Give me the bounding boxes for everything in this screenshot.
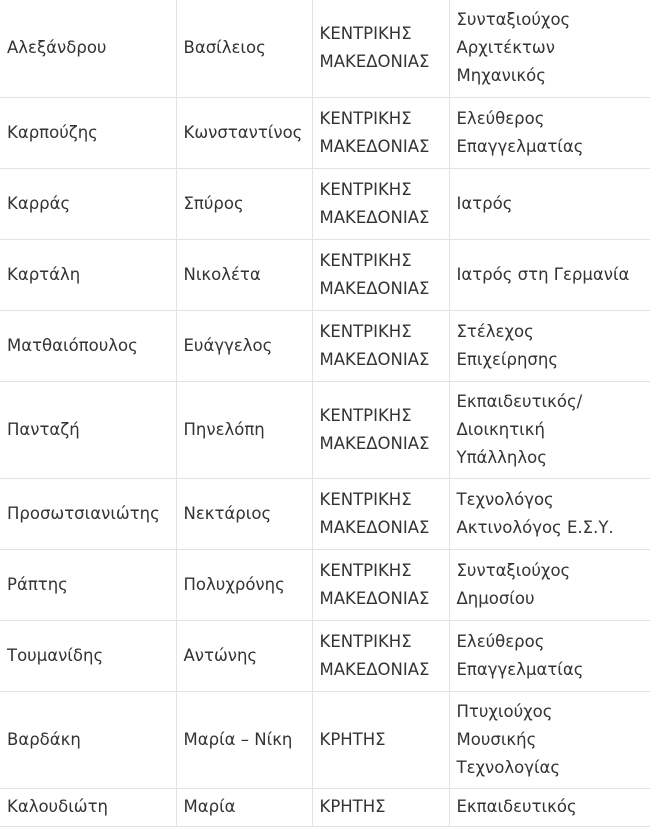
cell-line: Επαγγελματίας (456, 659, 584, 679)
surname-cell (0, 168, 176, 239)
surname-cell (0, 97, 176, 168)
cell-line: ΜΑΚΕΔΟΝΙΑΣ (319, 52, 430, 72)
region-cell (312, 381, 449, 478)
cell-line: ΜΑΚΕΔΟΝΙΑΣ (319, 207, 430, 227)
cell-line: ΜΑΚΕΔΟΝΙΑΣ (319, 349, 430, 369)
first-name-cell (176, 620, 312, 691)
cell-line: Εκπαιδευτικός (456, 797, 577, 816)
cell-line: ΚΕΝΤΡΙΚΗΣ (319, 108, 412, 128)
surname-cell (0, 239, 176, 310)
cell-text: Μαρία – Νίκη (183, 729, 293, 749)
cell-line: Επαγγελματίας (456, 136, 584, 156)
cell-text: Προσωτσιανιώτης (7, 503, 160, 523)
region-cell (312, 0, 449, 97)
table-row (0, 478, 650, 549)
cell-text: Πανταζή (7, 419, 80, 439)
cell-text: Καλουδιώτη (7, 797, 108, 816)
table-row (0, 0, 650, 97)
surname-cell (0, 0, 176, 97)
cell-line: ΚΕΝΤΡΙΚΗΣ (319, 631, 412, 651)
profession-cell (449, 549, 650, 620)
cell-line: Υπάλληλος (456, 447, 547, 467)
table-row (0, 691, 650, 788)
first-name-cell (176, 239, 312, 310)
region-cell (312, 97, 449, 168)
cell-line: Στέλεχος (456, 321, 534, 341)
surname-cell (0, 381, 176, 478)
cell-line: ΚΕΝΤΡΙΚΗΣ (319, 321, 412, 341)
surname-cell (0, 620, 176, 691)
profession-cell (449, 310, 650, 381)
profession-cell (449, 0, 650, 97)
first-name-cell (176, 168, 312, 239)
cell-line: ΜΑΚΕΔΟΝΙΑΣ (319, 517, 430, 537)
profession-cell (449, 381, 650, 478)
table-row (0, 168, 650, 239)
table-row (0, 310, 650, 381)
cell-line: ΜΑΚΕΔΟΝΙΑΣ (319, 588, 430, 608)
region-cell (312, 310, 449, 381)
surname-cell (0, 691, 176, 788)
cell-line: ΚΕΝΤΡΙΚΗΣ (319, 560, 412, 580)
table-row (0, 239, 650, 310)
region-cell (312, 788, 449, 826)
cell-line: ΚΕΝΤΡΙΚΗΣ (319, 405, 412, 425)
cell-text: Ματθαιόπουλος (7, 335, 138, 355)
first-name-cell (176, 691, 312, 788)
cell-text: Καρράς (7, 193, 71, 213)
cell-line: Ιατρός στη Γερμανία (456, 264, 630, 284)
cell-text: Καρπούζης (7, 122, 98, 142)
table-row (0, 620, 650, 691)
cell-line: ΚΡΗΤΗΣ (319, 729, 386, 749)
cell-line: Πτυχιούχος (456, 701, 553, 721)
table-row (0, 97, 650, 168)
cell-text: Σπύρος (183, 193, 244, 213)
region-cell (312, 168, 449, 239)
profession-cell (449, 691, 650, 788)
cell-line: ΜΑΚΕΔΟΝΙΑΣ (319, 136, 430, 156)
region-cell (312, 549, 449, 620)
cell-line: ΜΑΚΕΔΟΝΙΑΣ (319, 659, 430, 679)
cell-line: Διοικητική (456, 419, 545, 439)
first-name-cell (176, 788, 312, 826)
cell-text: Νεκτάριος (183, 503, 272, 523)
cell-line: Τεχνολογίας (456, 757, 561, 777)
surname-cell (0, 478, 176, 549)
cell-line: ΜΑΚΕΔΟΝΙΑΣ (319, 433, 430, 453)
cell-text: Πηνελόπη (183, 419, 265, 439)
cell-line: ΚΡΗΤΗΣ (319, 797, 386, 816)
cell-line: Μουσικής (456, 729, 537, 749)
cell-line: Ελεύθερος (456, 631, 545, 651)
region-cell (312, 691, 449, 788)
first-name-cell (176, 549, 312, 620)
cell-line: Ιατρός (456, 193, 513, 213)
cell-text: Καρτάλη (7, 264, 81, 284)
first-name-cell (176, 0, 312, 97)
cell-text: Αντώνης (183, 645, 258, 665)
cell-line: Επιχείρησης (456, 349, 559, 369)
cell-text: Πολυχρόνης (183, 574, 285, 594)
cell-text: Αλεξάνδρου (7, 38, 107, 58)
cell-line: ΜΑΚΕΔΟΝΙΑΣ (319, 278, 430, 298)
cell-line: Μηχανικός (456, 66, 546, 86)
cell-text: Κωνσταντίνος (183, 122, 303, 142)
cell-line: Ακτινολόγος Ε.Σ.Υ. (456, 517, 614, 537)
profession-cell (449, 239, 650, 310)
table-row (0, 549, 650, 620)
surname-cell (0, 310, 176, 381)
cell-text: Ράπτης (7, 574, 68, 594)
cell-line: Δημοσίου (456, 588, 535, 608)
cell-line: Συνταξιούχος (456, 10, 571, 30)
surname-cell (0, 549, 176, 620)
cell-text: Μαρία (183, 797, 236, 816)
cell-line: ΚΕΝΤΡΙΚΗΣ (319, 489, 412, 509)
profession-cell (449, 620, 650, 691)
cell-text: Βαρδάκη (7, 729, 81, 749)
cell-line: Συνταξιούχος (456, 560, 571, 580)
first-name-cell (176, 310, 312, 381)
profession-cell (449, 788, 650, 826)
cell-text: Νικολέτα (183, 264, 261, 284)
region-cell (312, 239, 449, 310)
cell-line: Τεχνολόγος (456, 489, 554, 509)
first-name-cell (176, 97, 312, 168)
cell-text: Βασίλειος (183, 38, 266, 58)
cell-text: Ευάγγελος (183, 335, 273, 355)
cell-line: ΚΕΝΤΡΙΚΗΣ (319, 250, 412, 270)
surname-cell (0, 788, 176, 826)
cell-line: Αρχιτέκτων (456, 38, 555, 58)
first-name-cell (176, 478, 312, 549)
cell-line: ΚΕΝΤΡΙΚΗΣ (319, 179, 412, 199)
region-cell (312, 620, 449, 691)
table-row (0, 381, 650, 478)
table-row (0, 788, 650, 826)
profession-cell (449, 478, 650, 549)
first-name-cell (176, 381, 312, 478)
profession-cell (449, 97, 650, 168)
cell-line: Ελεύθερος (456, 108, 545, 128)
cell-line: Εκπαιδευτικός/ (456, 391, 583, 411)
cell-line: ΚΕΝΤΡΙΚΗΣ (319, 24, 412, 44)
region-cell (312, 478, 449, 549)
profession-cell (449, 168, 650, 239)
cell-text: Τουμανίδης (7, 645, 104, 665)
